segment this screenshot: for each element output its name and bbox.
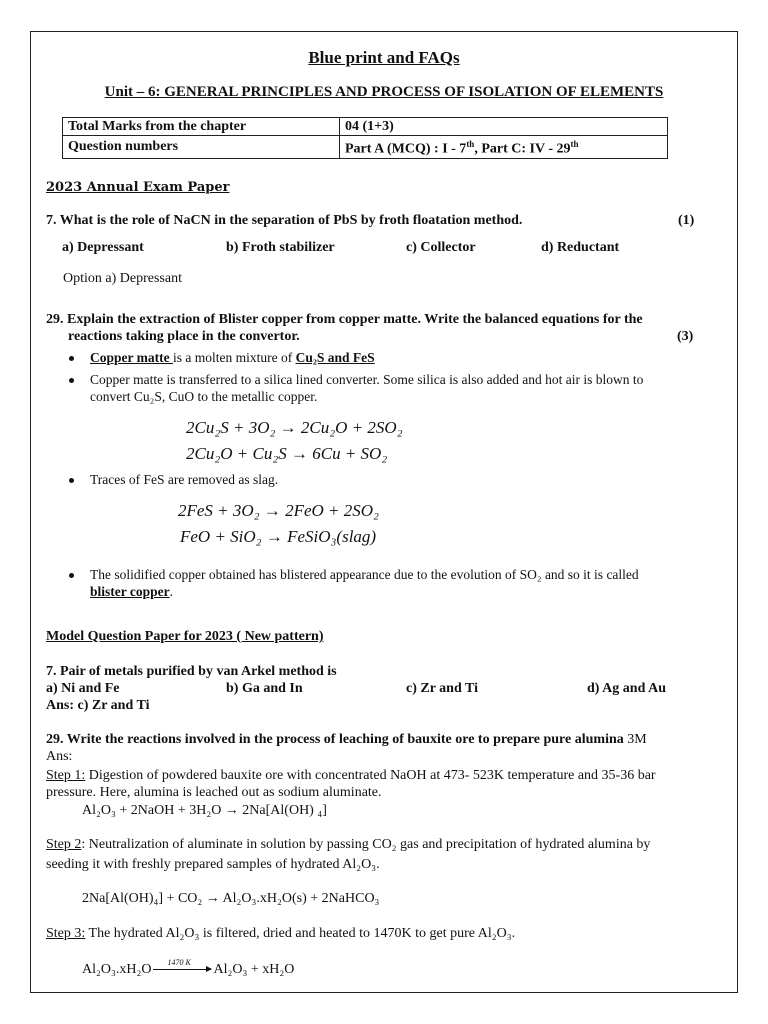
copper-matte-compounds: Cu₂S and FeS	[295, 350, 375, 365]
marks-table	[62, 117, 668, 159]
table-cell: 04 (1+3)	[340, 118, 668, 136]
bullet-dot	[69, 356, 74, 361]
equation-1: 2Cu₂S + 3O₂ → 2Cu₂O + 2SO₂	[186, 418, 403, 437]
reaction-arrow-icon	[153, 958, 211, 970]
answer-label: Ans:	[46, 749, 73, 764]
part-c-text: , Part C: IV - 29	[474, 141, 571, 157]
section-heading-2023: 2023 Annual Exam Paper	[46, 180, 230, 195]
bullet-slag: Traces of FeS are removed as slag.	[90, 472, 279, 487]
model-option-b: b) Ga and In	[226, 681, 303, 696]
bullet-dot	[69, 573, 74, 578]
page-title: Blue print and FAQs	[308, 48, 460, 67]
step-3-label: Step 3:	[46, 926, 86, 941]
bullet-converter-line2: convert Cu₂S, CuO to the metallic copper.	[90, 389, 318, 404]
equation-2: 2Cu₂O + Cu₂S → 6Cu + SO₂	[186, 444, 388, 463]
option-b: b) Froth stabilizer	[226, 240, 335, 255]
question-7-text: 7. What is the role of NaCN in the separation of PbS by froth floatation method.	[46, 213, 523, 228]
bullet-blister-line2	[90, 584, 173, 600]
bullet-dot	[69, 378, 74, 383]
question-29-line2: reactions taking place in the convertor.	[68, 329, 300, 344]
model-question-7-text: 7. Pair of metals purified by van Arkel method is	[46, 664, 337, 679]
step-3-text: The hydrated Al₂O₃ is filtered, dried and heated to 1470K to get pure Al₂O₃.	[85, 926, 516, 941]
question-7-answer: Option a) Depressant	[63, 271, 182, 286]
step-1-text: Digestion of powdered bauxite ore with concentrated NaOH at 473- 523K temperature and 35-36 bar	[85, 768, 656, 783]
step-1-label: Step 1:	[46, 768, 86, 783]
bullet-dot	[69, 478, 74, 483]
blister-copper-term: blister copper	[90, 584, 170, 599]
option-a: a) Depressant	[62, 240, 144, 255]
blister-copper-end: .	[169, 584, 173, 599]
step-1-equation: Al₂O₃ + 2NaOH + 3H₂O → 2Na[Al(OH) ₄]	[82, 803, 327, 818]
part-a-sup: th	[466, 139, 475, 149]
question-29-marks: (3)	[677, 329, 694, 344]
model-option-a: a) Ni and Fe	[46, 681, 120, 696]
model-question-7-answer: Ans: c) Zr and Ti	[46, 698, 150, 713]
question-7-marks: (1)	[678, 213, 695, 228]
model-question-29-marks: 3M	[627, 732, 647, 747]
step-1-line1	[46, 768, 656, 784]
step-1-line2: pressure. Here, alumina is leached out as sodium aluminate.	[46, 785, 382, 800]
step-2-line2: seeding it with freshly prepared samples of hydrated Al₂O₃.	[46, 857, 380, 872]
bullet-blister-line1: The solidified copper obtained has blistered appearance due to the evolution of SO₂ and so it is called	[90, 567, 639, 582]
step-3-eq-left: Al₂O₃.xH₂O	[82, 962, 152, 977]
equation-3: 2FeS + 3O₂ → 2FeO + 2SO₂	[178, 501, 379, 520]
step-3-eq-right: Al₂O₃ + xH₂O	[213, 962, 295, 977]
part-c-sup: th	[570, 139, 579, 149]
option-d: d) Reductant	[541, 240, 620, 255]
step-3-line	[46, 926, 515, 942]
step-2-line1	[46, 837, 650, 853]
table-row	[63, 118, 668, 136]
part-a-text: Part A (MCQ) : I - 7	[345, 141, 467, 157]
step-3-equation	[82, 958, 295, 978]
section-heading-model: Model Question Paper for 2023 ( New pattern)	[46, 629, 324, 644]
copper-matte-term: Copper matte	[90, 350, 173, 365]
model-option-c: c) Zr and Ti	[406, 681, 478, 696]
step-2-equation: 2Na[Al(OH)₄] + CO₂ → Al₂O₃.xH₂O(s) + 2NaHCO₃	[82, 891, 380, 906]
question-29-line1: 29. Explain the extraction of Blister copper from copper matte. Write the balanced equations for the	[46, 312, 643, 327]
table-row	[63, 136, 668, 159]
model-question-29-text: 29. Write the reactions involved in the process of leaching of bauxite ore to prepare pure alumina	[46, 732, 624, 747]
unit-heading: Unit – 6: GENERAL PRINCIPLES AND PROCESS OF ISOLATION OF ELEMENTS	[104, 84, 664, 100]
step-2-text: : Neutralization of aluminate in solution by passing CO₂ gas and precipitation of hydrated alumina by	[81, 837, 651, 852]
option-c: c) Collector	[406, 240, 476, 255]
model-question-29	[46, 732, 647, 748]
table-cell: Question numbers	[63, 136, 340, 159]
bullet-copper-matte	[90, 350, 375, 366]
bullet-converter-line1: Copper matte is transferred to a silica lined converter. Some silica is also added and hot air is blown to	[90, 372, 644, 387]
step-2-label: Step 2	[46, 837, 82, 852]
table-cell	[340, 136, 668, 159]
table-cell: Total Marks from the chapter	[63, 118, 340, 136]
copper-matte-desc: is a molten mixture of	[172, 350, 296, 365]
equation-4: FeO + SiO₂ → FeSiO₃(slag)	[180, 527, 377, 546]
reaction-condition: 1470 K	[167, 958, 191, 968]
model-option-d: d) Ag and Au	[587, 681, 666, 696]
